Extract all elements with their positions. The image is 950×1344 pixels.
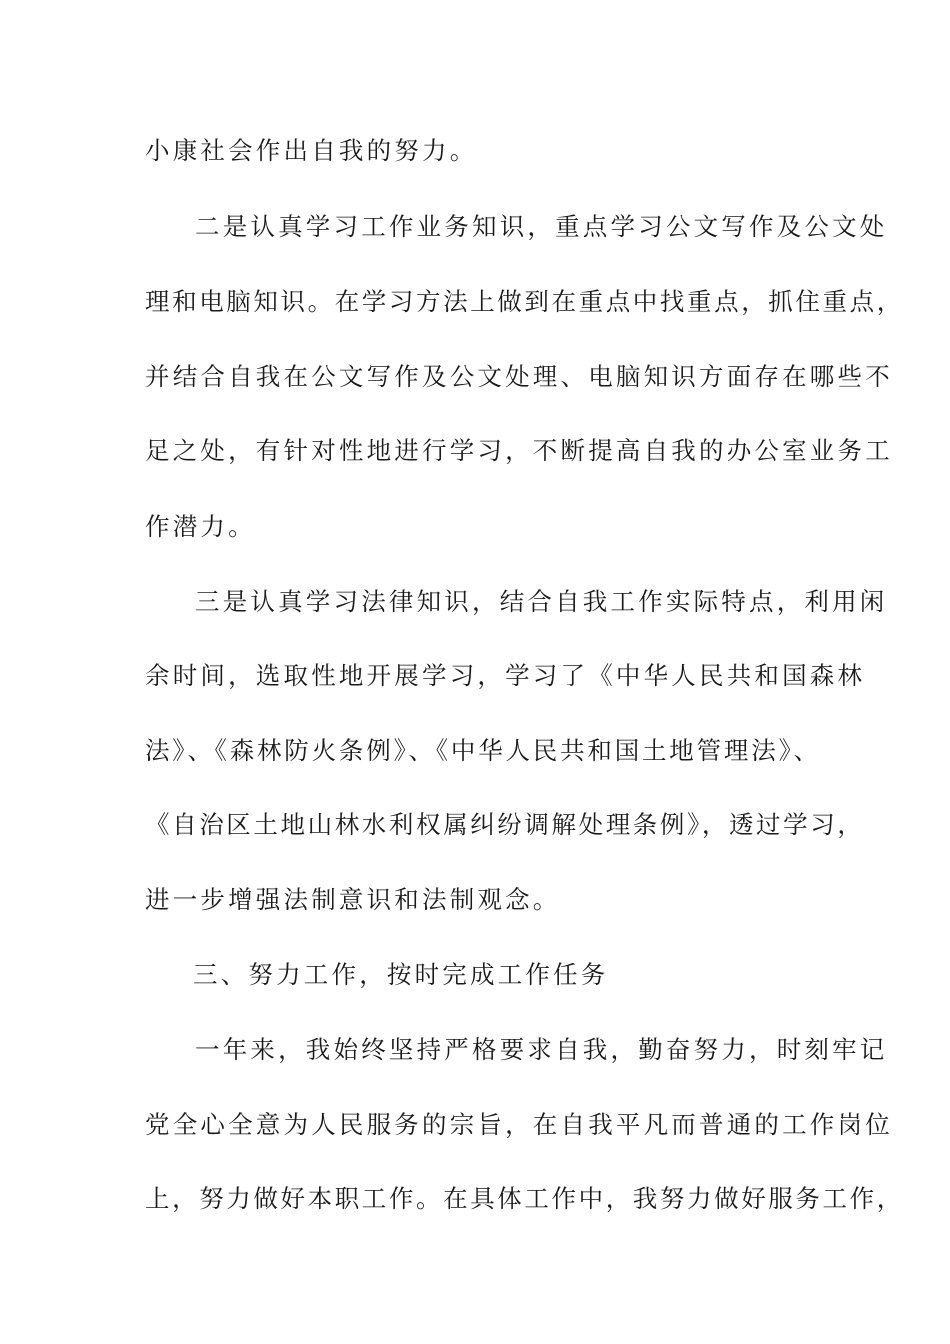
text-line: 作潜力。: [145, 512, 256, 541]
text-line: 足之处，有针对性地进行学习，不断提高自我的办公室业务工: [145, 436, 893, 465]
text-line: 并结合自我在公文写作及公文处理、电脑知识方面存在哪些不: [145, 362, 893, 391]
section-heading: 三、努力工作，按时完成工作任务: [193, 960, 609, 989]
text-line: 上，努力做好本职工作。在具体工作中，我努力做好服务工作，: [145, 1184, 904, 1213]
text-line: 进一步增强法制意识和法制观念。: [145, 885, 561, 914]
paragraph-start-line: 三是认真学习法律知识，结合自我工作实际特点，利用闲: [195, 587, 888, 616]
paragraph-start-line: 一年来，我始终坚持严格要求自我，勤奋努力，时刻牢记: [195, 1035, 888, 1064]
text-line: 党全心全意为人民服务的宗旨，在自我平凡而普通的工作岗位: [145, 1110, 893, 1139]
paragraph-start-line: 二是认真学习工作业务知识，重点学习公文写作及公文处: [195, 212, 888, 241]
text-line: 余时间，选取性地开展学习，学习了《中华人民共和国森林: [145, 661, 866, 690]
text-line: 理和电脑知识。在学习方法上做到在重点中找重点，抓住重点，: [145, 287, 904, 316]
text-line: 小康社会作出自我的努力。: [145, 136, 478, 165]
text-line: 《自治区土地山林水利权属纠纷调解处理条例》，透过学习，: [145, 810, 865, 839]
text-line: 法》、《森林防火条例》、《中华人民共和国土地管理法》、: [145, 736, 821, 765]
